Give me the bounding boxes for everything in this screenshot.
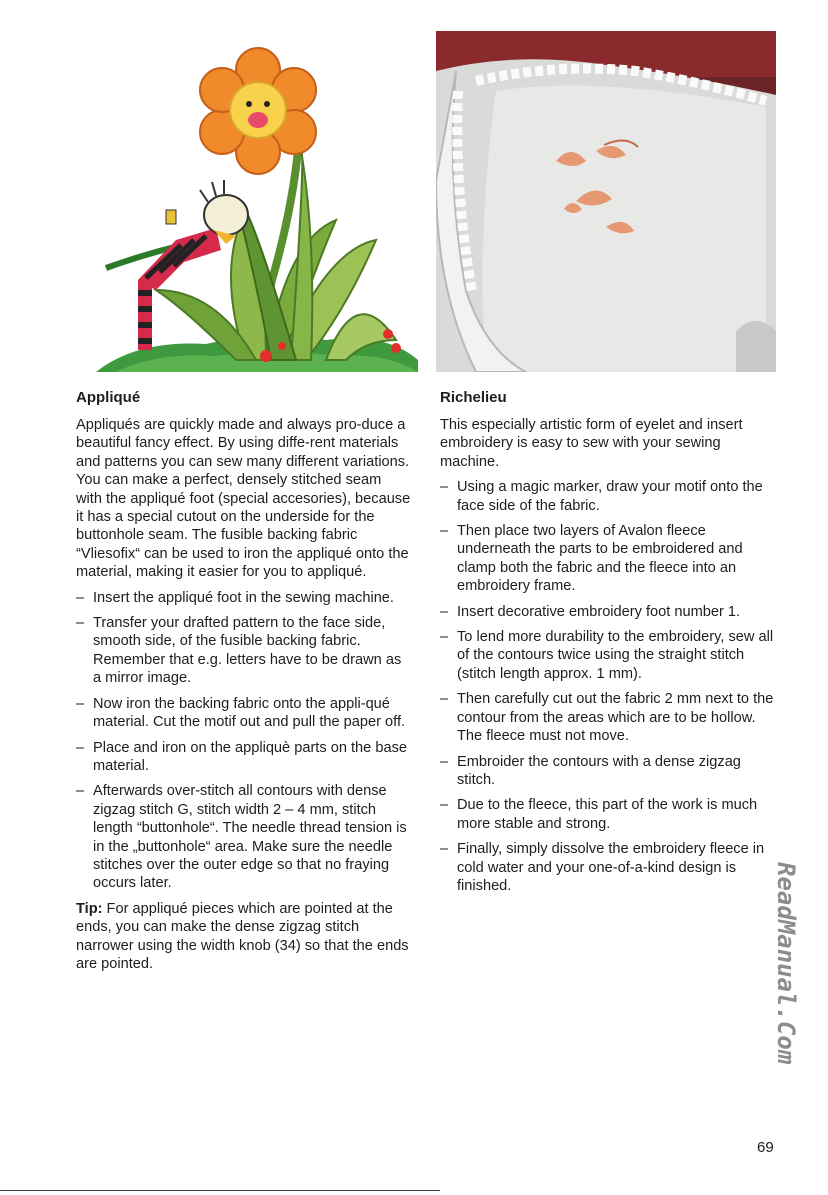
- list-item: – Embroider the contours with a dense zigzag stitch.: [440, 753, 782, 790]
- richelieu-intro-paragraph: This especially artistic form of eyelet and insert embroidery is easy to sew with your sewing machine.: [440, 417, 743, 470]
- applique-steps-list: [76, 589, 411, 893]
- richelieu-steps-list: [440, 478, 782, 895]
- list-item: – Then place two layers of Avalon fleece underneath the parts to be embroidered and clamp both the fabric and the fleece into an embroidery frame.: [440, 522, 782, 596]
- section-heading-richelieu: Richelieu: [440, 389, 507, 406]
- list-item: – Place and iron on the appliquè parts on the base material.: [76, 739, 411, 776]
- richelieu-section: [440, 389, 782, 902]
- section-heading-applique: Appliqué: [76, 389, 141, 406]
- list-item: – Transfer your drafted pattern to the face side, smooth side, of the fusible backing fabric. Remember that e.g. letters have to be drawn as a mirror image.: [76, 614, 411, 688]
- tip-paragraph: [76, 900, 411, 974]
- tip-label: Tip:: [76, 900, 103, 917]
- applique-section: [76, 389, 411, 980]
- list-item: – Afterwards over-stitch all contours with dense zigzag stitch G, stitch width 2 – 4 mm, stitch length “buttonhole“. The needle thread tension is in the „buttonhole“ area. Make sure the needle stitches over the outer edge so that no fraying occurs later.: [76, 782, 411, 892]
- list-item: – Due to the fleece, this part of the work is much more stable and strong.: [440, 796, 782, 833]
- applique-intro-paragraph: Appliqués are quickly made and always pro-duce a beautiful fancy effect. By using diffe-rent materials and patterns you can sew many different variations. You can make a perfect, densely stitched seam with the appliqué foot (special accesories), because it has a special cutout on the underside for the buttonhole seam. The fusible backing fabric “Vliesofix“ can be used to iron the appliqué onto the material, making it easier for you to appliqué.: [76, 417, 411, 581]
- applique-flower-illustration: [96, 40, 418, 372]
- page-number: 69: [757, 1139, 774, 1156]
- list-item: – Then carefully cut out the fabric 2 mm next to the contour from the areas which are to be hollow. The fleece must not move.: [440, 690, 782, 745]
- list-item: – Insert decorative embroidery foot number 1.: [440, 603, 782, 621]
- list-item: – Using a magic marker, draw your motif onto the face side of the fabric.: [440, 478, 782, 515]
- watermark-logo: [762, 862, 810, 1132]
- list-item: – Insert the appliqué foot in the sewing machine.: [76, 589, 411, 607]
- watermark-text: ReadManual.Com: [772, 862, 800, 1065]
- tip-text: For appliqué pieces which are pointed at the ends, you can make the dense zigzag stitch narrower using the width knob (34) so that the ends are pointed.: [76, 900, 409, 972]
- footer-rule: [0, 1190, 440, 1191]
- list-item: – To lend more durability to the embroidery, sew all of the contours twice using the straight stitch (stitch length approx. 1 mm).: [440, 628, 782, 683]
- list-item: – Finally, simply dissolve the embroidery fleece in cold water and your one-of-a-kind design is finished.: [440, 840, 782, 895]
- richelieu-pillow-photo: [436, 31, 776, 372]
- list-item: – Now iron the backing fabric onto the appli-qué material. Cut the motif out and pull the paper off.: [76, 695, 411, 732]
